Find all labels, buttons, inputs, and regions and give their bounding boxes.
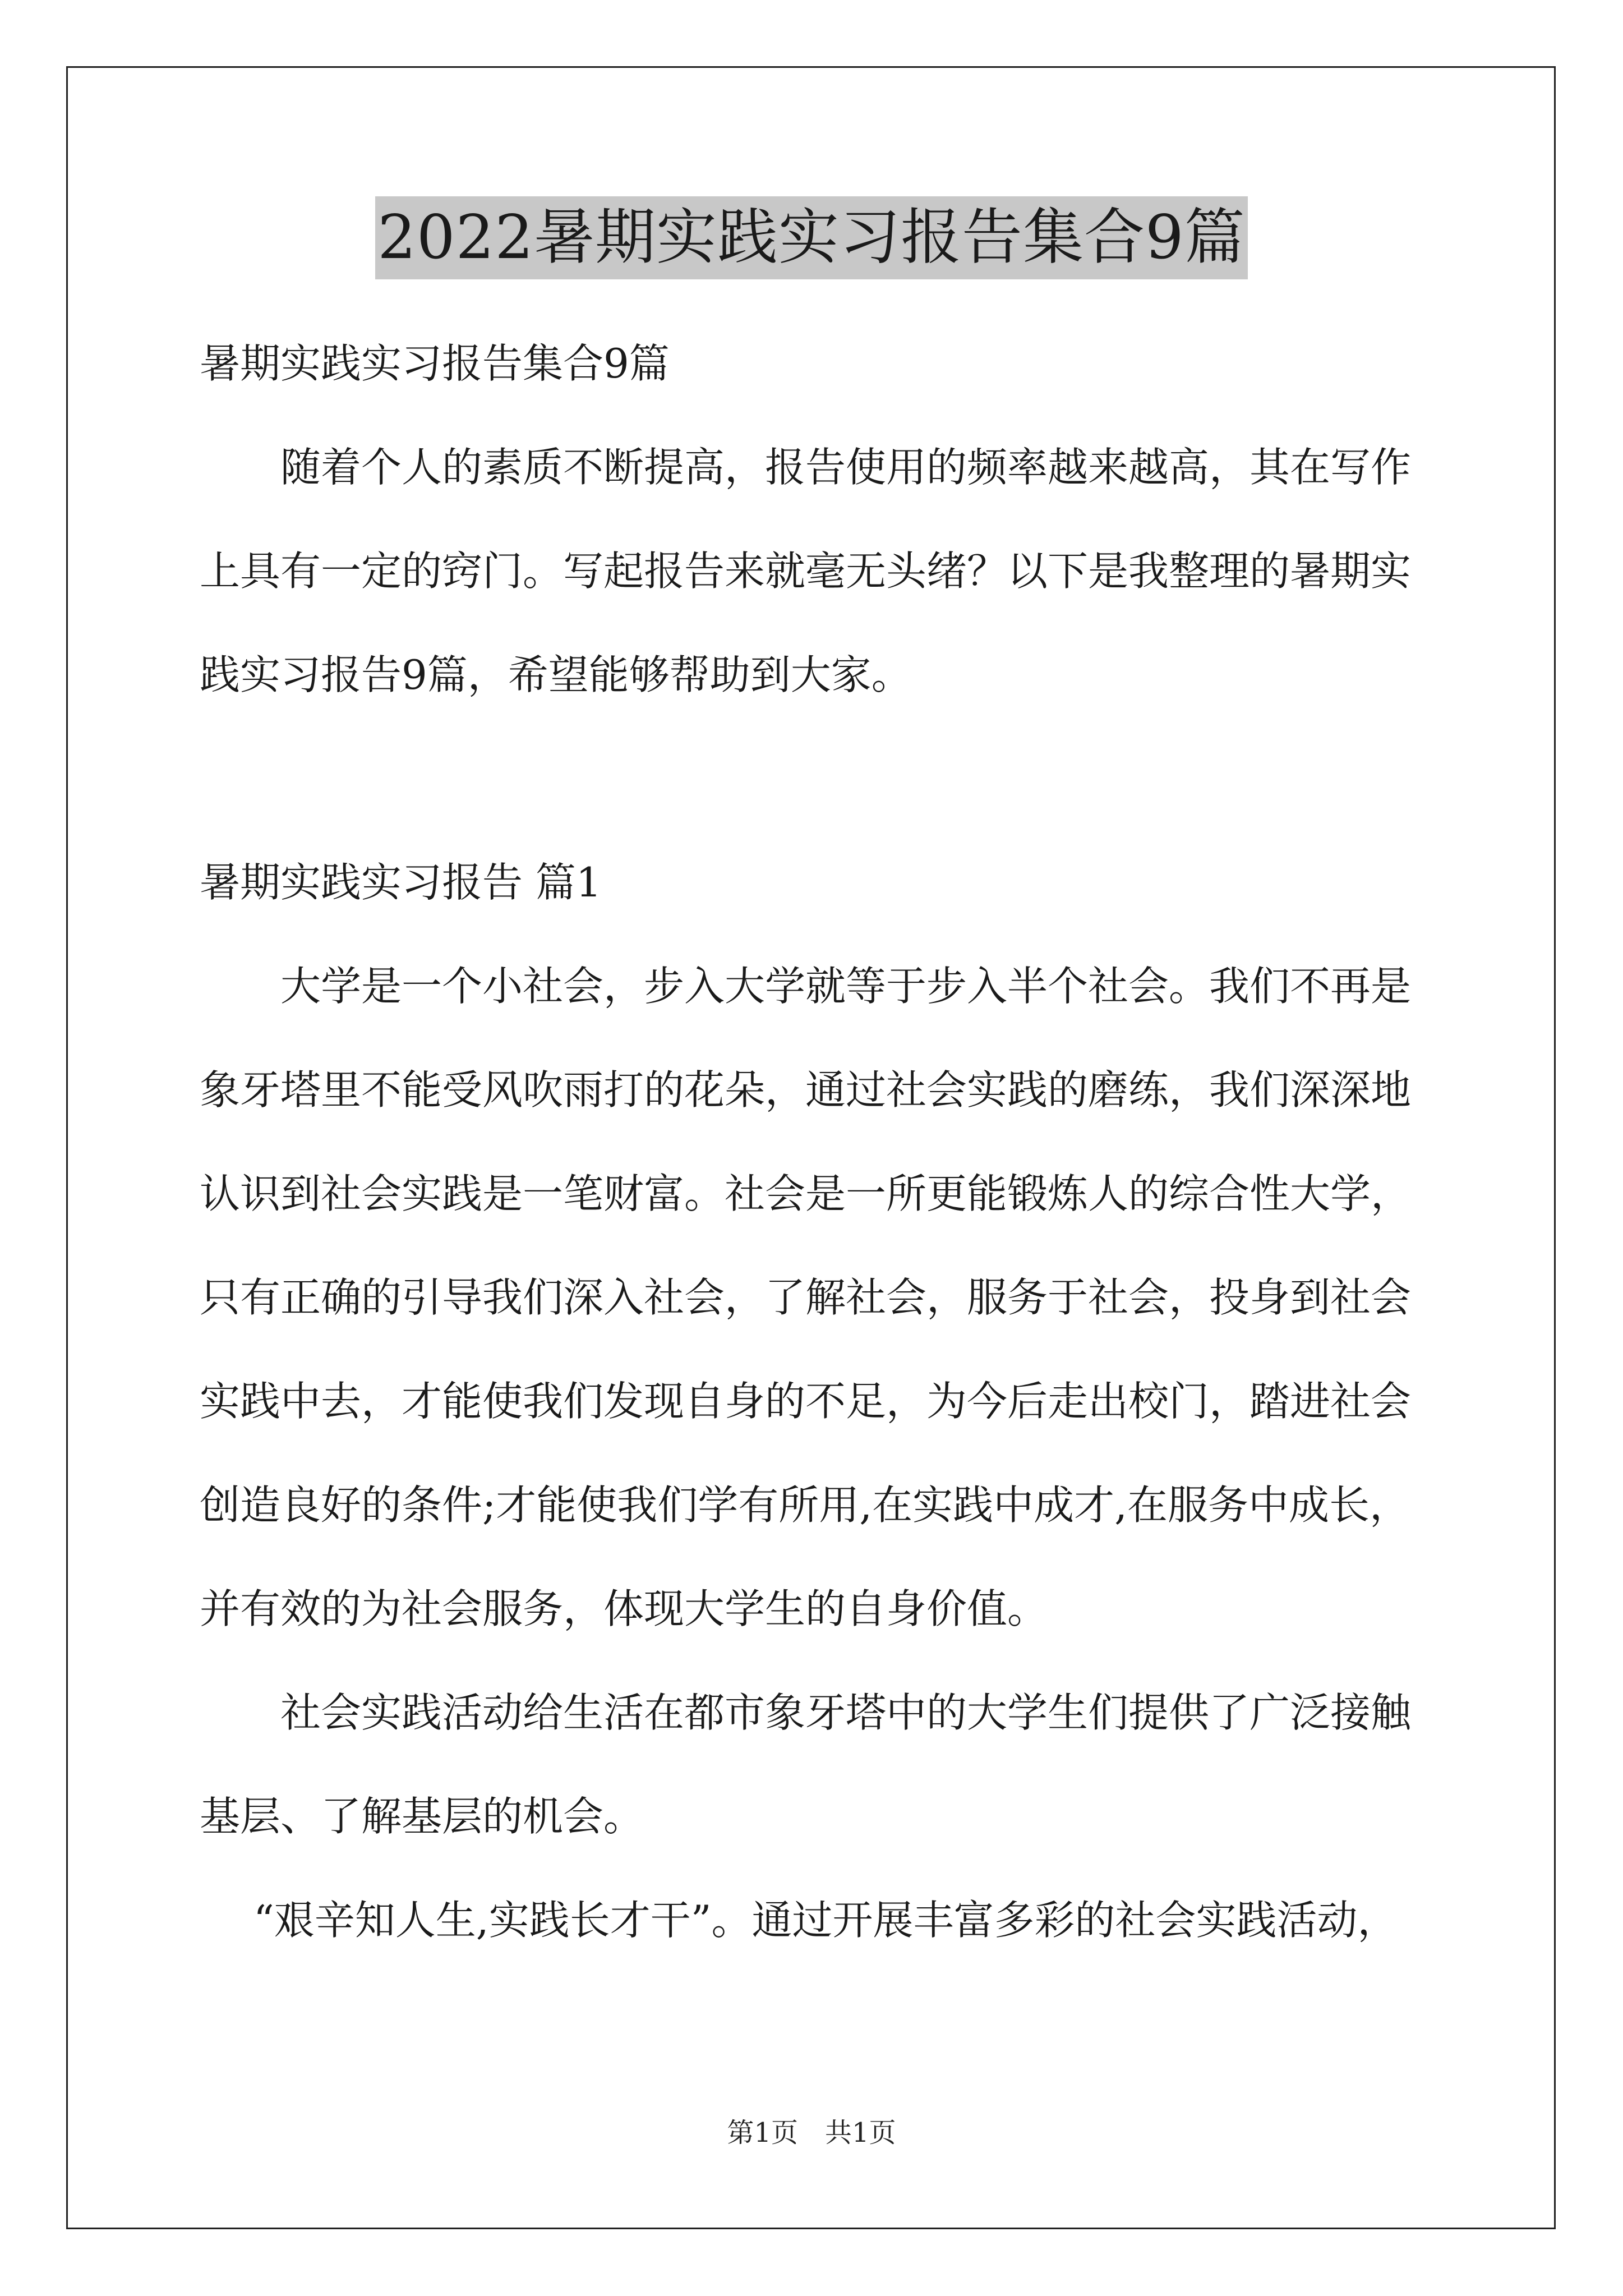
intro-line: 上具有一定的窍门。写起报告来就毫无头绪？以下是我整理的暑期实 xyxy=(200,547,1412,595)
document-body xyxy=(200,312,1429,1972)
intro-line: 随着个人的素质不断提高，报告使用的频率越来越高，其在写作 xyxy=(280,444,1412,491)
document-subtitle: 暑期实践实习报告集合9篇 xyxy=(200,340,670,387)
section-heading: 暑期实践实习报告 篇1 xyxy=(200,859,602,906)
paragraph-gap xyxy=(200,727,1429,831)
paragraph-line: 象牙塔里不能受风吹雨打的花朵，通过社会实践的磨练，我们深深地 xyxy=(200,1066,1412,1114)
paragraph-line: 社会实践活动给生活在都市象牙塔中的大学生们提供了广泛接触 xyxy=(280,1689,1412,1736)
page-number-total: 共1页 xyxy=(825,2117,896,2148)
document-title: 2022暑期实践实习报告集合9篇 xyxy=(375,196,1248,279)
page-number-current: 第1页 xyxy=(727,2117,798,2148)
paragraph-line: 大学是一个小社会，步入大学就等于步入半个社会。我们不再是 xyxy=(280,963,1412,1010)
paragraph-line: 实践中去，才能使我们发现自身的不足，为今后走出校门，踏进社会 xyxy=(200,1378,1412,1425)
paragraph-line: 基层、了解基层的机会。 xyxy=(200,1793,644,1840)
paragraph-line: “艰辛知人生,实践长才干”。通过开展丰富多彩的社会实践活动， xyxy=(253,1897,1398,1944)
paragraph-line: 认识到社会实践是一笔财富。社会是一所更能锻炼人的综合性大学， xyxy=(200,1170,1412,1217)
paragraph-line: 并有效的为社会服务，体现大学生的自身价值。 xyxy=(200,1585,1048,1632)
intro-line: 践实习报告9篇，希望能够帮助到大家。 xyxy=(200,651,912,698)
paragraph-line: 创造良好的条件;才能使我们学有所用,在实践中成才,在服务中成长， xyxy=(200,1481,1410,1529)
title-container xyxy=(0,196,1623,279)
page-footer xyxy=(0,2116,1623,2150)
paragraph-line: 只有正确的引导我们深入社会，了解社会，服务于社会，投身到社会 xyxy=(200,1274,1412,1321)
